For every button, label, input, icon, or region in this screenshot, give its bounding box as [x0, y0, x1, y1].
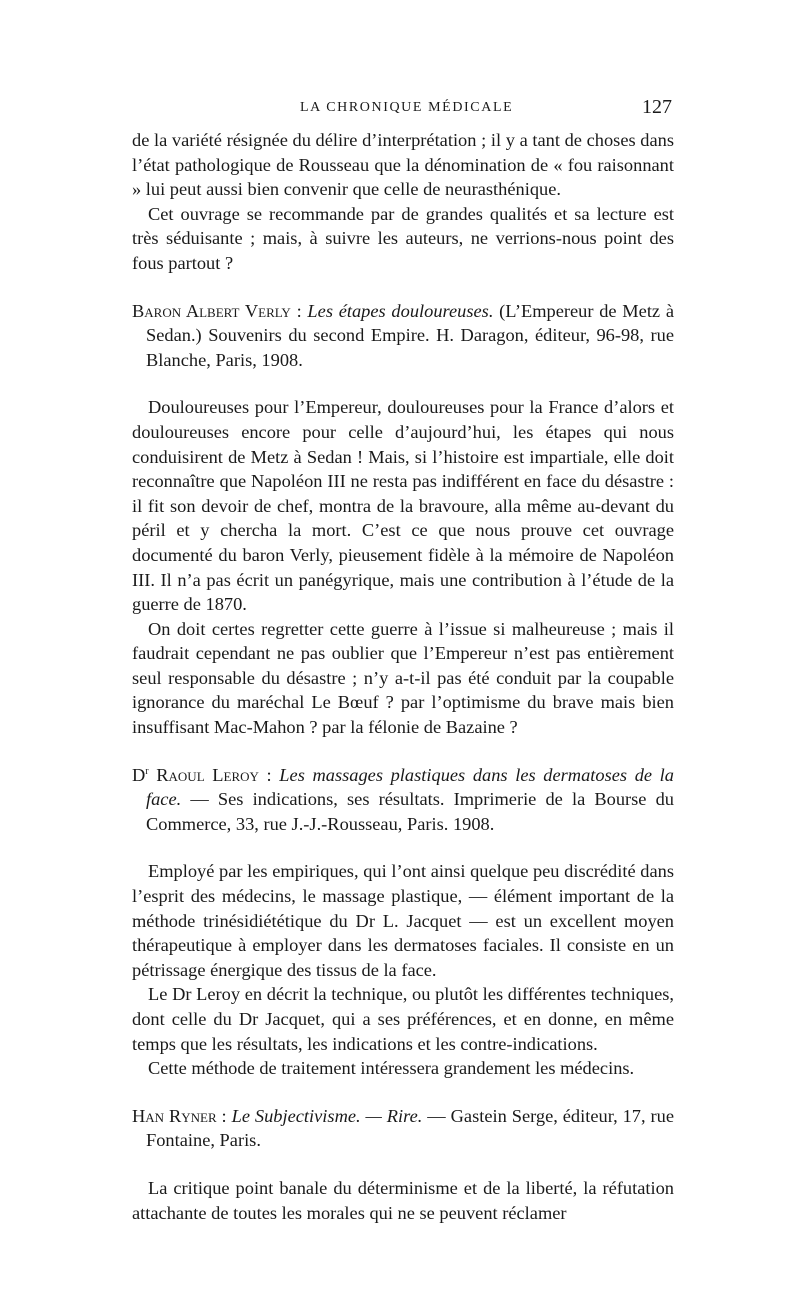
section-spacer: [132, 836, 674, 859]
paragraph: Douloureuses pour l’Empereur, douloureuses pour la France d’alors et douloureuses encore pour celle d’aujourd’hui, les étapes qui nous conduisirent de Metz à Sedan ! Mais, si l’histoire est impartiale, elle doit reconnaître que Napoléon III ne resta pas indifférent en face du désastre : il fit son devoir de chef, montra de la bravoure, alla même au-devant du péril et y chercha la mort. C’est ce que nous prouve cet ouvrage documenté du baron Verly, pieusement fidèle à la mémoire de Napoléon III. Il n’a pas écrit un panégyrique, mais une contribution à l’étude de la guerre de 1870.: [132, 397, 674, 615]
bibliographic-reference: [132, 299, 674, 373]
bibliographic-reference: [132, 1104, 674, 1153]
author-name: Baron Albert Verly: [132, 300, 291, 321]
paragraph: Employé par les empiriques, qui l’ont ainsi quelque peu discrédité dans l’esprit des médecins, le massage plastique, — élément important de la méthode trinésidiététique du Dr L. Jacquet — est un excellent moyen thérapeutique à employer dans les dermatoses faciales. Il consiste en un pétrissage énergique des tissus de la face.: [132, 861, 674, 980]
running-title: LA CHRONIQUE MÉDICALE: [300, 100, 514, 115]
separator: :: [216, 1105, 232, 1126]
paragraph: On doit certes regretter cette guerre à l’issue si malheureuse ; mais il faudrait cependant ne pas oublier que l’Empereur n’est pas entièrement seul responsable du désastre ; n’y a-t-il pas été conduit par la coupable ignorance du maréchal Le Bœuf ? par l’optimisme du brave mais bien insuffisant Mac-Mahon ? par la félonie de Bazaine ?: [132, 618, 674, 738]
work-title: Les étapes douloureuses.: [307, 300, 494, 321]
work-title: Le Subjectivisme. — Rire.: [231, 1105, 423, 1126]
publication-details: — Gastein Serge, éditeur, 17, rue Fontaine, Paris.: [146, 1105, 675, 1151]
author-prefix: D: [132, 764, 146, 785]
section-spacer: [132, 740, 674, 763]
page-body: [132, 128, 674, 1225]
publication-details: — Ses indications, ses résultats. Imprimerie de la Bourse du Commerce, 33, rue J.-J.-Rousseau, Paris. 1908.: [146, 789, 674, 834]
section-spacer: [132, 276, 674, 299]
paragraph: La critique point banale du déterminisme et de la liberté, la réfutation attachante de toutes les morales qui ne se peuvent réclamer: [132, 1177, 674, 1223]
author-name: Raoul Leroy: [148, 764, 259, 785]
author-name: Han Ryner: [132, 1105, 217, 1126]
section-spacer: [132, 1081, 674, 1104]
author-superscript: r: [145, 765, 149, 777]
separator: :: [258, 764, 280, 785]
page-number: 127: [642, 96, 672, 118]
paragraph: Cette méthode de traitement intéressera grandement les médecins.: [148, 1058, 635, 1079]
paragraph: de la variété résignée du délire d’interprétation ; il y a tant de choses dans l’état pathologique de Rousseau que la dénomination de « fou raisonnant » lui peut aussi bien convenir que celle de neurasthénique.: [132, 130, 674, 200]
section-spacer: [132, 1153, 674, 1176]
work-title: Les massages plastiques dans les dermatoses de la face.: [146, 764, 674, 810]
publication-details: (L’Empereur de Metz à Sedan.) Souvenirs du second Empire. H. Daragon, éditeur, 96-98, rue Blanche, Paris, 1908.: [146, 300, 675, 370]
separator: :: [290, 300, 308, 321]
bibliographic-reference: [132, 763, 674, 837]
paragraph: Le Dr Leroy en décrit la technique, ou plutôt les différentes techniques, dont celle du Dr Jacquet, qui a ses préférences, et en donne, en même temps que les résultats, les indications et les contre-indications.: [132, 984, 674, 1054]
section-spacer: [132, 372, 674, 395]
running-head: [132, 96, 672, 122]
paragraph: Cet ouvrage se recommande par de grandes qualités et sa lecture est très séduisante ; mais, à suivre les auteurs, ne verrions-nous point des fous partout ?: [132, 203, 674, 273]
